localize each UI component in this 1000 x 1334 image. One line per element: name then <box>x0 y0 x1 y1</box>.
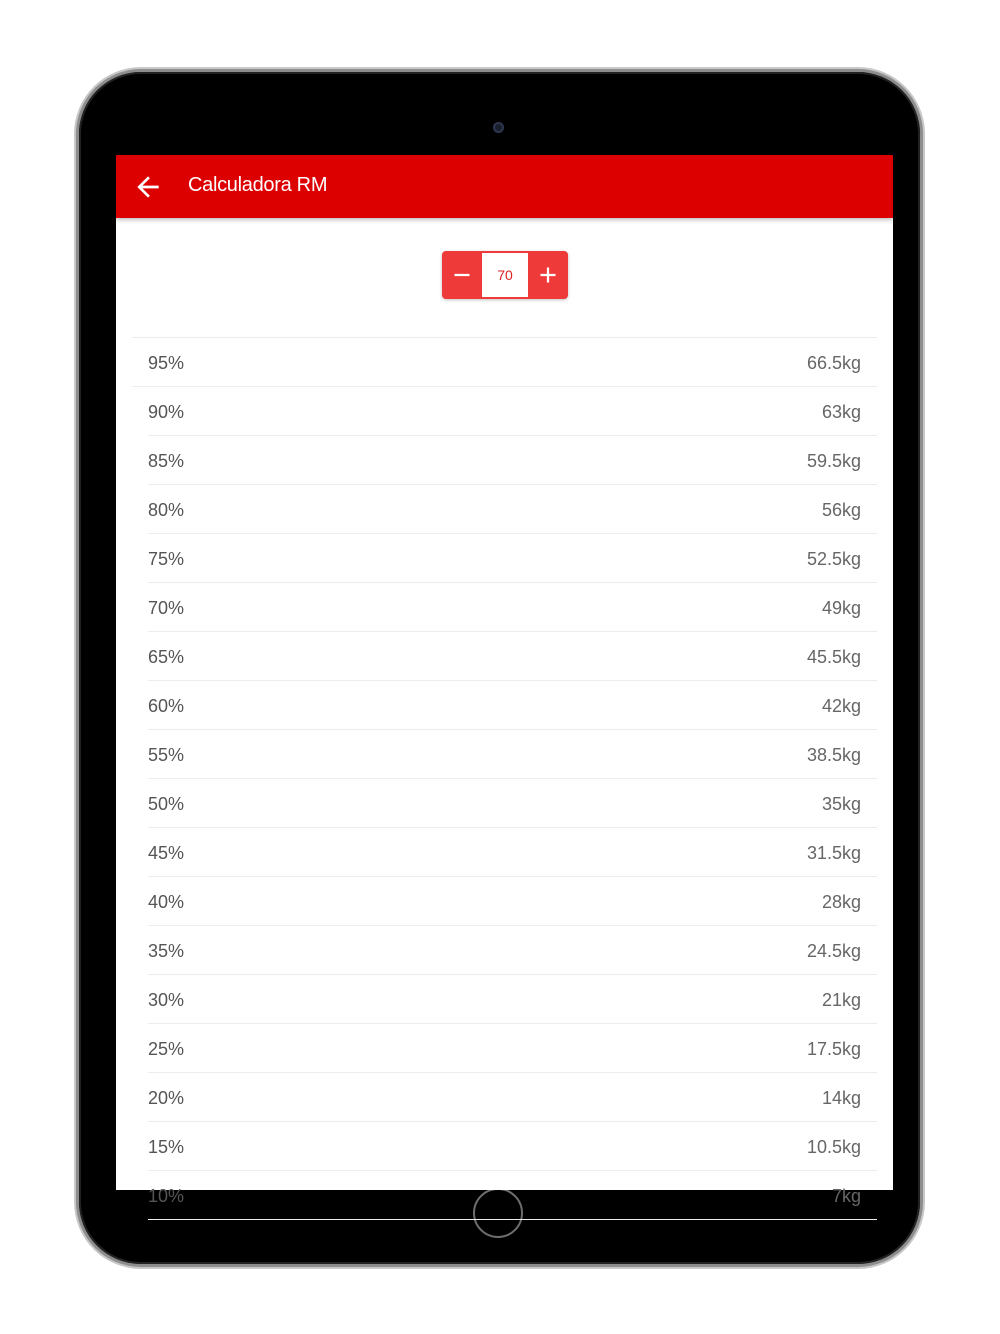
weight-value: 38.5kg <box>806 745 861 765</box>
page-title: Calculadora RM <box>188 174 328 196</box>
app-bar <box>116 155 893 218</box>
percent-label: 80% <box>148 500 185 520</box>
weight-value: 28kg <box>821 892 861 912</box>
table-row <box>148 583 877 632</box>
table-row <box>148 730 877 779</box>
percent-label: 45% <box>148 843 185 863</box>
percent-label: 75% <box>148 549 185 569</box>
table-row <box>148 1171 877 1220</box>
table-row <box>132 338 877 387</box>
weight-value: 10.5kg <box>806 1137 861 1157</box>
table-row <box>148 779 877 828</box>
back-button[interactable] <box>132 171 164 203</box>
percent-label: 60% <box>148 696 185 716</box>
weight-input[interactable] <box>482 253 528 297</box>
weight-value: 45.5kg <box>806 647 861 667</box>
table-row <box>148 436 877 485</box>
table-row <box>148 1122 877 1171</box>
percent-label: 40% <box>148 892 185 912</box>
rm-percentage-list <box>132 337 877 1220</box>
weight-value: 66.5kg <box>806 353 861 373</box>
percent-label: 65% <box>148 647 185 667</box>
percent-label: 50% <box>148 794 185 814</box>
camera-icon <box>493 122 504 133</box>
weight-value: 42kg <box>821 696 861 716</box>
percent-label: 15% <box>148 1137 185 1157</box>
percent-label: 35% <box>148 941 185 961</box>
percent-label: 90% <box>148 402 185 422</box>
weight-value: 52.5kg <box>806 549 861 569</box>
table-row <box>148 1073 877 1122</box>
percent-label: 70% <box>148 598 185 618</box>
table-row <box>148 681 877 730</box>
decrement-button[interactable] <box>442 251 482 299</box>
table-row <box>148 632 877 681</box>
percent-label: 25% <box>148 1039 185 1059</box>
table-row <box>148 534 877 583</box>
table-row <box>148 387 877 436</box>
percent-label: 20% <box>148 1088 185 1108</box>
weight-value: 35kg <box>821 794 861 814</box>
table-row <box>148 1024 877 1073</box>
plus-icon <box>539 266 557 284</box>
percent-label: 30% <box>148 990 185 1010</box>
weight-value: 59.5kg <box>806 451 861 471</box>
weight-value: 56kg <box>821 500 861 520</box>
percent-label: 55% <box>148 745 185 765</box>
table-row <box>148 828 877 877</box>
table-row <box>148 975 877 1024</box>
weight-value: 63kg <box>821 402 861 422</box>
weight-value: 7kg <box>831 1186 861 1206</box>
weight-value: 14kg <box>821 1088 861 1108</box>
weight-value: 31.5kg <box>806 843 861 863</box>
table-row <box>148 926 877 975</box>
minus-icon <box>453 266 471 284</box>
weight-value: 21kg <box>821 990 861 1010</box>
percent-label: 85% <box>148 451 185 471</box>
arrow-left-icon <box>132 171 164 203</box>
weight-value: 49kg <box>821 598 861 618</box>
percent-label: 95% <box>148 353 185 373</box>
table-row <box>148 485 877 534</box>
table-row <box>148 877 877 926</box>
weight-value: 17.5kg <box>806 1039 861 1059</box>
weight-value: 24.5kg <box>806 941 861 961</box>
app-screen <box>116 155 893 1206</box>
percent-label: 10% <box>148 1186 185 1206</box>
weight-stepper <box>442 251 568 299</box>
increment-button[interactable] <box>528 251 568 299</box>
